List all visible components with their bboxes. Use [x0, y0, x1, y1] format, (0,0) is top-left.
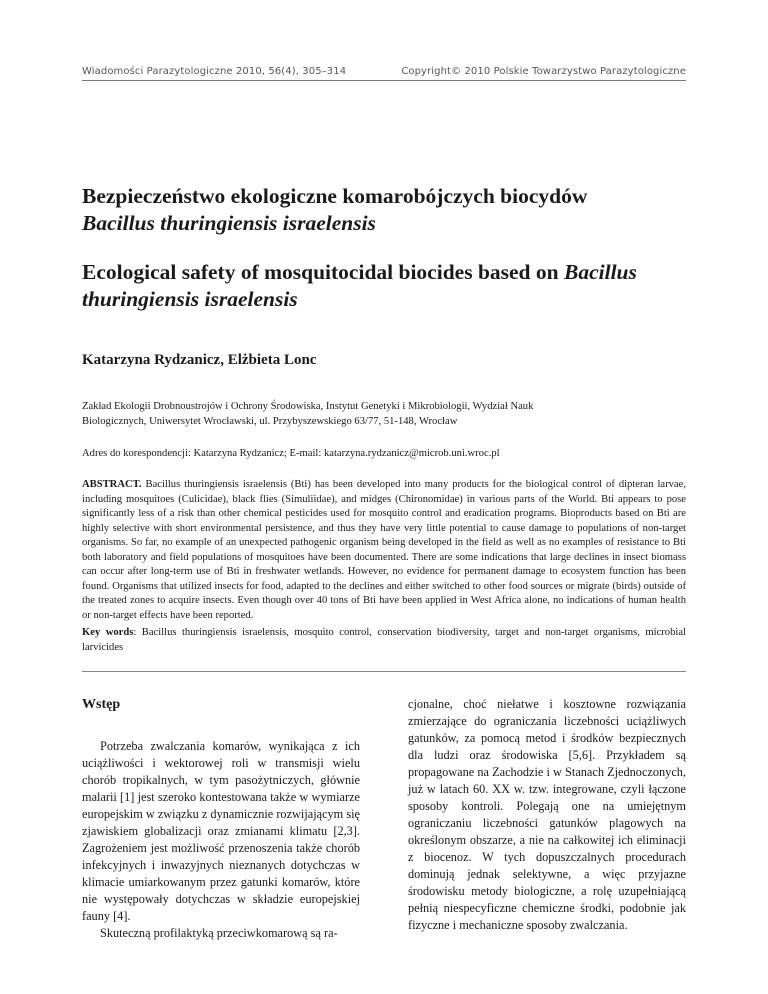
abstract-label: ABSTRACT. — [82, 479, 142, 490]
body-column-right — [408, 696, 686, 934]
correspondence: Adres do korespondencji: Katarzyna Rydzanicz; E-mail: katarzyna.rydzanicz@microb.uni.wroc.pl — [82, 448, 500, 459]
section-divider — [82, 671, 686, 672]
title-polish-species: Bacillus thuringiensis israelensis — [82, 211, 376, 235]
authors: Katarzyna Rydzanicz, Elżbieta Lonc — [82, 352, 317, 368]
keywords-label: Key words — [82, 627, 134, 638]
keywords-body: : Bacillus thuringiensis israelensis, mosquito control, conservation biodiversity, target and non-target organisms, microbial larvicides — [82, 627, 686, 653]
body-column-left — [82, 696, 360, 942]
journal-citation: Wiadomości Parazytologiczne 2010, 56(4), 305–314 — [82, 66, 354, 77]
copyright-notice: Copyright© 2010 Polskie Towarzystwo Parazytologiczne — [393, 66, 686, 77]
title-english-text: Ecological safety of mosquitocidal biocides based on — [82, 260, 564, 284]
abstract — [82, 478, 686, 623]
running-head-rule — [82, 80, 686, 81]
affiliation-line1: Zakład Ekologii Drobnoustrojów i Ochrony Środowiska, Instytut Genetyki i Mikrobiologii, Wydział Nauk — [82, 401, 534, 412]
title-polish — [82, 183, 686, 237]
title-polish-line1: Bezpieczeństwo ekologiczne komarobójczych biocydów — [82, 184, 588, 208]
title-english-species: thuringiensis israelensis — [82, 287, 298, 311]
body-paragraph: cjonalne, choć niełatwe i kosztowne rozwiązania zmierzające do ograniczania liczebności uciążliwych gatunków, za pomocą metod i środków bezpiecznych dla ludzi oraz środowiska [5,6]. Przykładem są propagowane na Zachodzie i w Stanach Zjednoczonych, już w latach 60. XX w. tzw. integrowane, czyli łączone sposoby kontroli. Polegają one na umiejętnym ograniczaniu liczebności gatunków plagowych na określonym obszarze, a nie na całkowitej ich eliminacji z biocenoz. W tych dopuszczalnych procedurach dominują jednak selektywne, a więc przyjazne środowisku metody biologiczne, a rolę uzupełniającą pełnią niespecyficzne chemiczne środki, podobnie jak fizyczne i mechaniczne sposoby zwalczania. — [408, 697, 686, 932]
keywords — [82, 626, 686, 655]
body-paragraph: Potrzeba zwalczania komarów, wynikająca z ich uciążliwości i wektorowej roli w transmisji wielu chorób tropikalnych, w tym pasożytniczych, głównie malarii [1] jest szeroko kontestowana także w wymiarze europejskim w związku z dynamicznie rozwijającym się zjawiskiem globalizacji oraz zmianami klimatu [2,3]. Zagrożeniem jest możliwość przenoszenia także chorób infekcyjnych i inwazyjnych nieznanych dotychczas w klimacie umiarkowanym przez gatunki komarów, które nie występowały dotychczas w składzie europejskiej fauny [4]. — [82, 739, 360, 923]
affiliation-line2: Biologicznych, Uniwersytet Wrocławski, ul. Przybyszewskiego 63/77, 51-148, Wrocław — [82, 415, 458, 427]
running-head — [82, 66, 686, 86]
title-english — [82, 259, 686, 313]
body-paragraph: Skuteczną profilaktyką przeciwkomarową są ra- — [100, 926, 338, 940]
affiliation — [82, 400, 686, 429]
section-heading: Wstęp — [82, 697, 121, 712]
title-english-genus: Bacillus — [563, 260, 637, 284]
abstract-body: Bacillus thuringiensis israelensis (Bti) has been developed into many products for the biological control of dipteran larvae, including mosquitoes (Culicidae), black flies (Simuliidae), and midges (Chironomidae) in various parts of the World. Bti appears to pose significantly less of a risk than other chemical pesticides used for mosquito control and eradication programs. Bioproducts based on Bti are highly selective with short environmental persistence, and thus they have very little potential to cause damage to populations of non-target organisms. So far, no example of an unexpected pathogenic organism being developed in the field as well as no examples of resistance to Bti both laboratory and field populations of mosquitoes have been documented. There are some indications that large declines in insect biomass can occur after long-term use of Bti in freshwater wetlands. However, no evidence for permanent damage to ecosystem function has been found. Organisms that utilized insects for food, adapted to the declines and either switched to other food sources or migrate (birds) outside of the treated zones to acquire insects. Even though over 40 tons of Bti have been applied in West Africa alone, no indications of human health or non-target effects have been reported. — [82, 479, 686, 621]
